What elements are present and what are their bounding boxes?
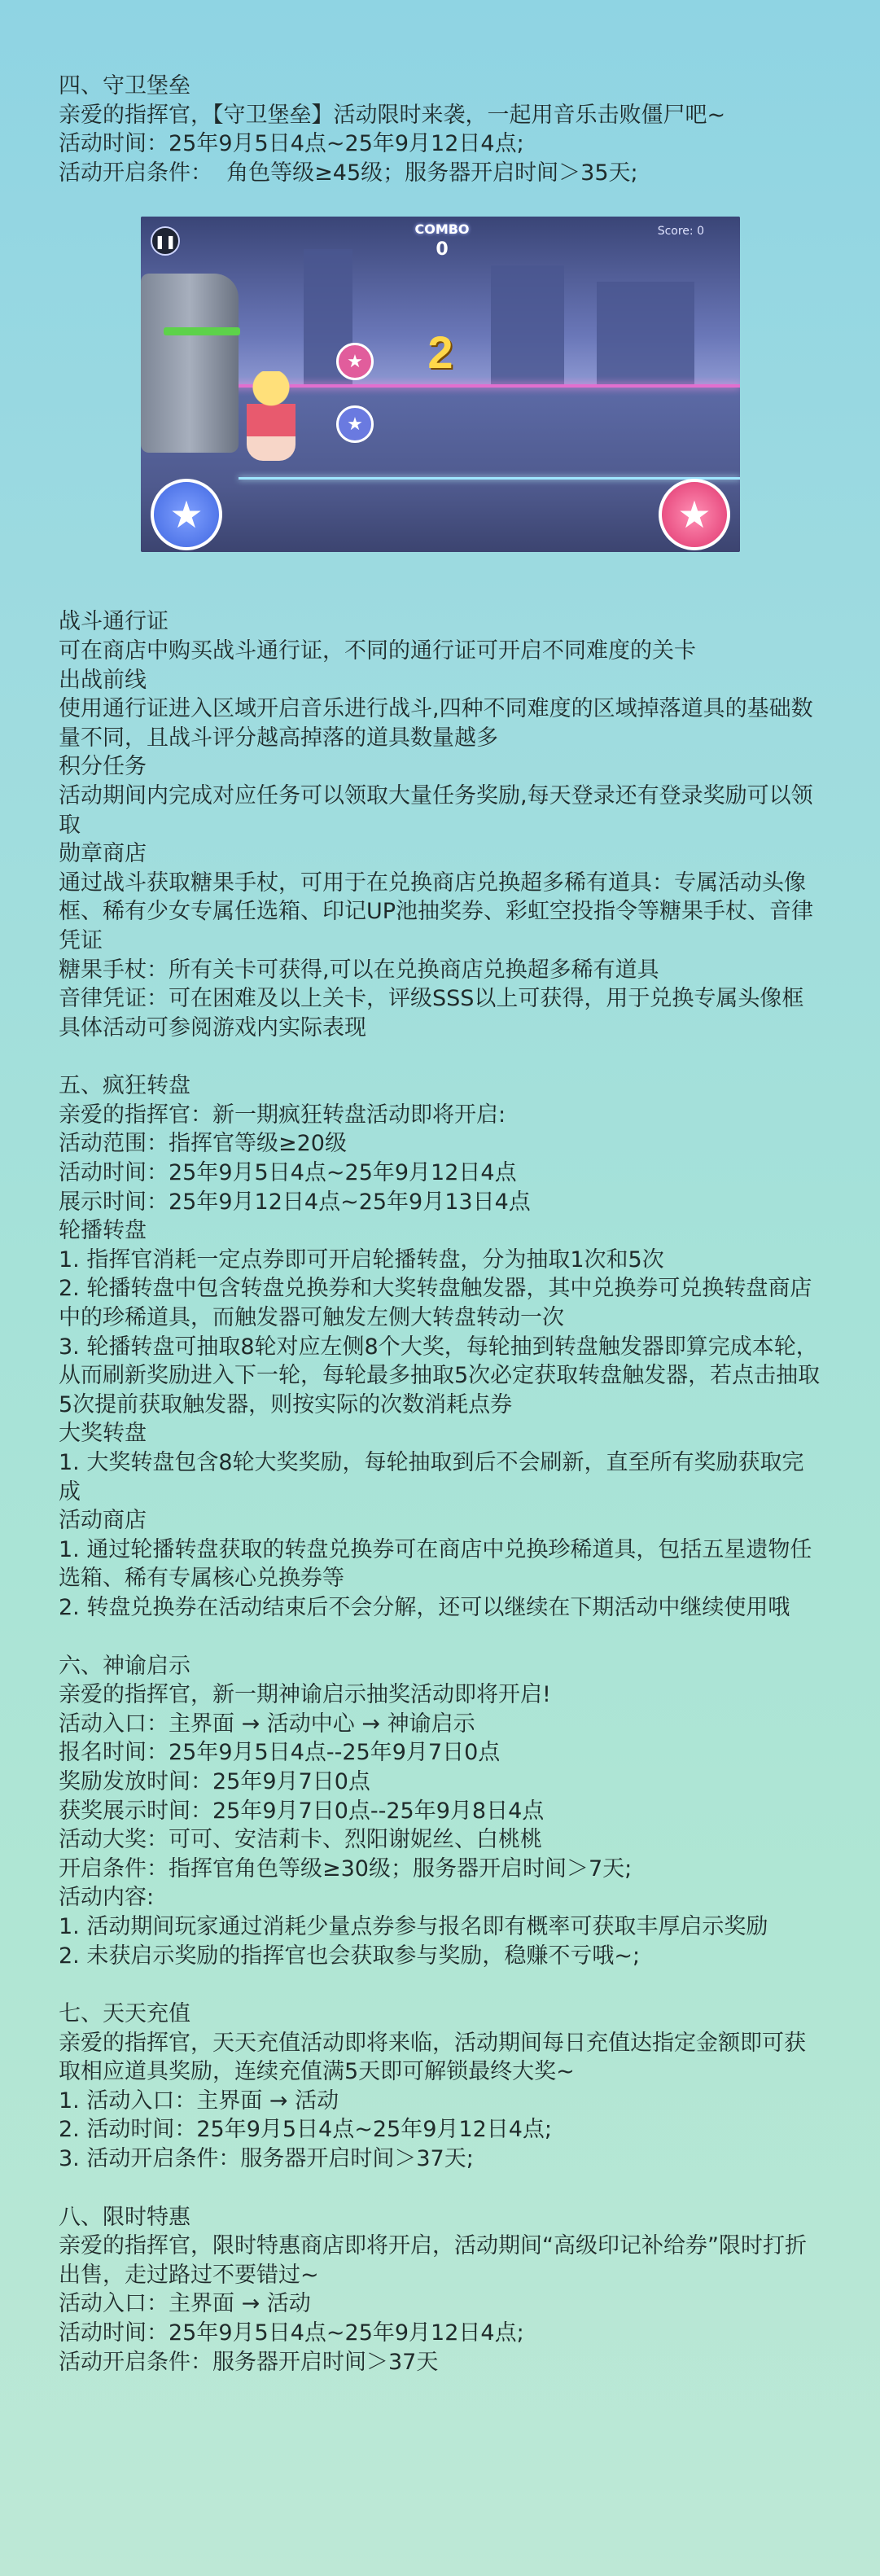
- section-daily-topup: [59, 2000, 824, 2174]
- blue-hit-button[interactable]: ★: [151, 479, 222, 550]
- text-line: 1. 活动入口：主界面 → 活动: [59, 2088, 339, 2114]
- section-heading: 六、神谕启示: [59, 1653, 190, 1679]
- section-guard-fortress: [59, 72, 824, 187]
- section-oracle: [59, 1652, 824, 1971]
- text-line: 大奖转盘: [59, 1421, 147, 1447]
- text-line: 活动时间：25年9月5日4点~25年9月12日4点;: [59, 131, 524, 157]
- section-heading: 五、疯狂转盘: [59, 1073, 190, 1099]
- section-guard-fortress-details: [59, 607, 824, 1042]
- text-line: 开启条件：指挥官角色等级≥30级；服务器开启时间＞7天;: [59, 1855, 633, 1882]
- text-line: 2. 未获启示奖励的指挥官也会获取参与奖励，稳赚不亏哦~;: [59, 1943, 641, 1969]
- text-line: 活动范围：指挥官等级≥20级: [59, 1131, 347, 1157]
- text-line: 活动入口：主界面 → 活动中心 → 神谕启示: [59, 1711, 475, 1737]
- text-line: 报名时间：25年9月5日4点--25年9月7日0点: [59, 1740, 501, 1766]
- text-line: 积分任务: [59, 754, 147, 780]
- text-line: 音律凭证：可在困难及以上关卡，评级SSS以上可获得，用于兑换专属头像框: [59, 986, 804, 1012]
- text-line: 具体活动可参阅游戏内实际表现: [59, 1014, 366, 1040]
- text-line: 奖励发放时间：25年9月7日0点: [59, 1768, 370, 1794]
- pink-note-icon: ★: [336, 343, 374, 380]
- health-bar: [164, 327, 240, 335]
- text-line: 出战前线: [59, 667, 147, 693]
- game-screenshot: [141, 217, 740, 552]
- text-line: 糖果手杖：所有关卡可获得,可以在兑换商店兑换超多稀有道具: [59, 957, 659, 983]
- pink-hit-button[interactable]: ★: [659, 479, 730, 550]
- text-line: 活动期间内完成对应任务可以领取大量任务奖励,每天登录还有登录奖励可以领取: [59, 782, 813, 838]
- text-line: 亲爱的指挥官：新一期疯狂转盘活动即将开启:: [59, 1102, 506, 1128]
- text-line: 1. 通过轮播转盘获取的转盘兑换券可在商店中兑换珍稀道具，包括五星遗物任选箱、稀有专属核心兑换券等: [59, 1536, 812, 1592]
- combo-label: COMBO: [414, 221, 470, 238]
- text-line: 1. 大奖转盘包含8轮大奖奖励，每轮抽取到后不会刷新，直至所有奖励获取完成: [59, 1450, 804, 1505]
- text-line: 亲爱的指挥官，天天充值活动即将来临，活动期间每日充值达指定金额即可获取相应道具奖励，连续充值满5天即可解锁最终大奖~: [59, 2030, 806, 2085]
- text-line: 获奖展示时间：25年9月7日0点--25年9月8日4点: [59, 1798, 545, 1824]
- text-line: 活动入口：主界面 → 活动: [59, 2291, 311, 2317]
- section-heading: 战斗通行证: [59, 609, 169, 635]
- text-line: 通过战斗获取糖果手杖，可用于在兑换商店兑换超多稀有道具：专属活动头像框、稀有少女专属任选箱、印记UP池抽奖券、彩虹空投指令等糖果手杖、音律凭证: [59, 870, 814, 953]
- text-line: 3. 轮播转盘可抽取8轮对应左侧8个大奖，每轮抽到转盘触发器即算完成本轮，从而刷新奖励进入下一轮，每轮最多抽取5次必定获取转盘触发器，若点击抽取5次提前获取触发器，则按实际的次数消耗点券: [59, 1334, 821, 1417]
- text-line: 亲爱的指挥官，限时特惠商店即将开启，活动期间“高级印记补给券”限时打折出售，走过路过不要错过~: [59, 2233, 807, 2288]
- text-line: 使用通行证进入区域开启音乐进行战斗,四种不同难度的区域掉落道具的基础数量不同，且战斗评分越高掉落的道具数量越多: [59, 696, 813, 751]
- section-crazy-wheel: [59, 1071, 824, 1622]
- text-line: 3. 活动开启条件：服务器开启时间＞37天;: [59, 2146, 474, 2172]
- section-heading: 七、天天充值: [59, 2001, 190, 2027]
- section-heading: 八、限时特惠: [59, 2204, 190, 2230]
- text-line: 轮播转盘: [59, 1218, 147, 1244]
- text-line: 活动内容:: [59, 1885, 155, 1911]
- text-line: 亲爱的指挥官，【守卫堡垒】活动限时来袭，一起用音乐击败僵尸吧~: [59, 102, 726, 128]
- text-line: 勋章商店: [59, 841, 147, 867]
- combo-value: 0: [436, 239, 449, 261]
- text-line: 2. 轮播转盘中包含转盘兑换券和大奖转盘触发器，其中兑换券可兑换转盘商店中的珍稀道具，而触发器可触发左侧大转盘转动一次: [59, 1276, 812, 1331]
- text-line: 2. 活动时间：25年9月5日4点~25年9月12日4点;: [59, 2117, 553, 2143]
- beat-counter: 2: [427, 326, 453, 379]
- game-building: [491, 265, 564, 388]
- pause-icon[interactable]: ❚❚: [151, 226, 180, 256]
- text-line: 活动开启条件： 角色等级≥45级；服务器开启时间＞35天;: [59, 160, 638, 186]
- text-line: 活动商店: [59, 1508, 147, 1534]
- text-line: 活动时间：25年9月5日4点~25年9月12日4点: [59, 1160, 517, 1186]
- text-line: 亲爱的指挥官，新一期神谕启示抽奖活动即将开启!: [59, 1682, 551, 1708]
- text-line: 活动开启条件：服务器开启时间＞37天: [59, 2349, 439, 2375]
- text-line: 活动大奖：可可、安洁莉卡、烈阳谢妮丝、白桃桃: [59, 1827, 542, 1853]
- blue-note-icon: ★: [336, 405, 374, 443]
- text-line: 展示时间：25年9月12日4点~25年9月13日4点: [59, 1189, 531, 1215]
- text-line: 活动时间：25年9月5日4点~25年9月12日4点;: [59, 2320, 524, 2346]
- score-label: Score: 0: [657, 225, 704, 239]
- text-line: 2. 转盘兑换券在活动结束后不会分解，还可以继续在下期活动中继续使用哦: [59, 1594, 790, 1620]
- text-line: 1. 活动期间玩家通过消耗少量点券参与报名即有概率可获取丰厚启示奖励: [59, 1913, 768, 1939]
- text-line: 可在商店中购买战斗通行证，不同的通行证可开启不同难度的关卡: [59, 637, 696, 664]
- section-heading: 四、守卫堡垒: [59, 73, 190, 99]
- game-lane-blue: [239, 477, 740, 480]
- section-limited-offer: [59, 2203, 824, 2377]
- robot-enemy: [141, 274, 239, 453]
- game-building: [597, 282, 694, 388]
- player-character: [247, 371, 296, 461]
- text-line: 1. 指挥官消耗一定点券即可开启轮播转盘，分为抽取1次和5次: [59, 1246, 664, 1273]
